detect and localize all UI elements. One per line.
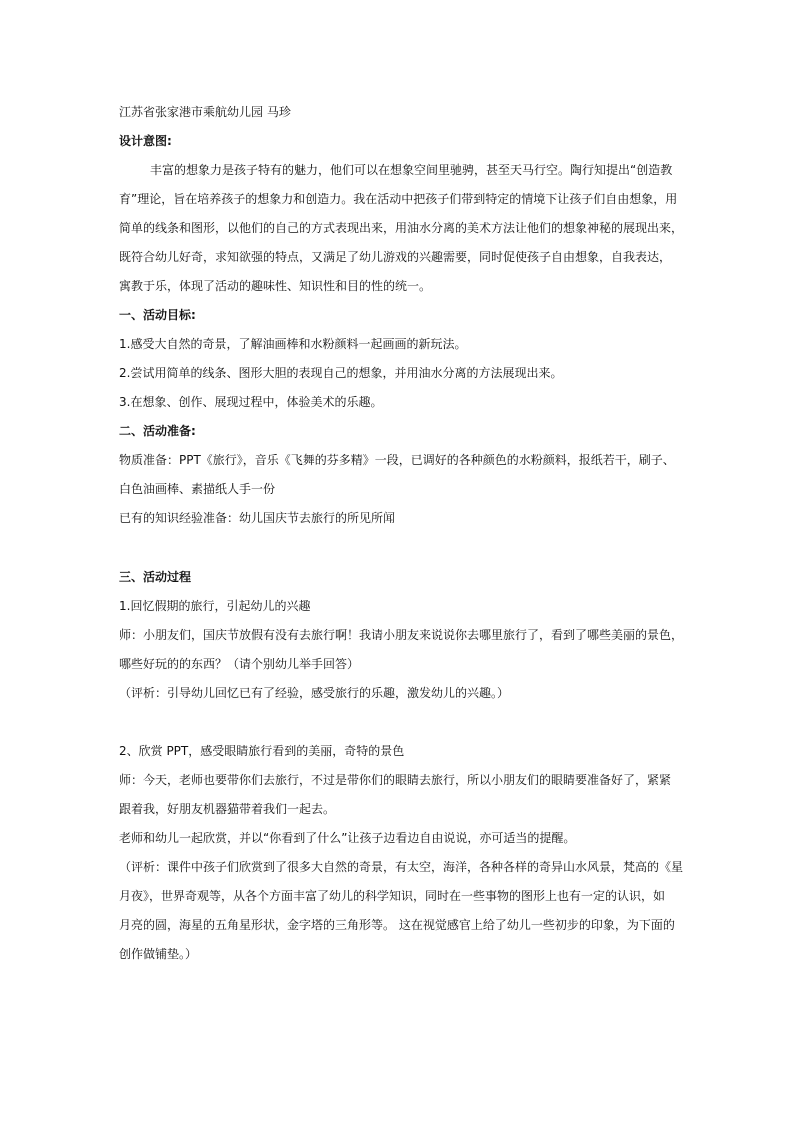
step2-comment: （评析：课件中孩子们欣赏到了很多大自然的奇景，有太空，海洋，各种各样的奇异山水风景，梵高的《星 <box>119 860 684 874</box>
step2-comment: 月亮的圆，海星的五角星形状，金字塔的三角形等。 这在视觉感官上给了幼儿一些初步的印象，为下面的 <box>119 918 675 932</box>
step1-title: 1.回忆假期的旅行，引起幼儿的兴趣 <box>119 599 311 613</box>
prep-heading: 二、活动准备: <box>119 424 196 438</box>
goal-item: 3.在想象、创作、展现过程中，体验美术的乐趣。 <box>119 395 383 409</box>
step1-line: 师：小朋友们，国庆节放假有没有去旅行啊！我请小朋友来说说你去哪里旅行了，看到了哪些美丽的景色， <box>119 628 684 642</box>
author-line: 江苏省张家港市乘航幼儿园 马珍 <box>119 105 291 119</box>
step2-comment: 月夜》，世界奇观等，从各个方面丰富了幼儿的科学知识，同时在一些事物的图形上也有一定的认识，如 <box>119 889 666 903</box>
process-heading: 三、活动过程 <box>119 570 192 584</box>
design-intent-line: 育”理论，旨在培养孩子的想象力和创造力。我在活动中把孩子们带到特定的情境下让孩子们自由想象，用 <box>119 192 678 206</box>
step2-title: 2、欣赏 PPT，感受眼睛旅行看到的美丽，奇特的景色 <box>119 744 405 758</box>
prep-line: 已有的知识经验准备：幼儿国庆节去旅行的所见所闻 <box>119 511 396 525</box>
design-intent-line: 简单的线条和图形，以他们的自己的方式表现出来，用油水分离的美术方法让他们的想象神秘的展现出来， <box>119 221 684 235</box>
design-intent-line: 丰富的想象力是孩子特有的魅力，他们可以在想象空间里驰骋，甚至天马行空。陶行知提出“创造教 <box>150 163 673 177</box>
goal-item: 2.尝试用简单的线条、图形大胆的表现自己的想象，并用油水分离的方法展现出来。 <box>119 366 563 380</box>
step1-line: 哪些好玩的的东西？（请个别幼儿举手回答） <box>119 657 360 671</box>
design-intent-line: 寓教于乐，体现了活动的趣味性、知识性和目的性的统一。 <box>119 279 432 293</box>
prep-line: 白色油画棒、素描纸人手一份 <box>119 482 276 496</box>
design-intent-heading: 设计意图: <box>119 134 172 148</box>
step1-comment: （评析：引导幼儿回忆已有了经验，感受旅行的乐趣，激发幼儿的兴趣。） <box>119 686 510 700</box>
step2-line: 老师和幼儿一起欣赏，并以“你看到了什么”让孩子边看边自由说说，亦可适当的提醒。 <box>119 831 576 845</box>
step2-line: 师：今天，老师也要带你们去旅行，不过是带你们的眼睛去旅行，所以小朋友们的眼睛要准备好了，紧紧 <box>119 773 672 787</box>
prep-line: 物质准备：PPT《旅行》，音乐《飞舞的芬多精》一段，已调好的各种颜色的水粉颜料，报纸若干，刷子、 <box>119 453 675 467</box>
goal-item: 1.感受大自然的奇景，了解油画棒和水粉颜料一起画画的新玩法。 <box>119 337 467 351</box>
design-intent-line: 既符合幼儿好奇，求知欲强的特点，又满足了幼儿游戏的兴趣需要，同时促使孩子自由想象，自我表达， <box>119 250 672 264</box>
step2-line: 跟着我，好朋友机器猫带着我们一起去。 <box>119 802 336 816</box>
goals-heading: 一、活动目标: <box>119 308 196 322</box>
step2-comment: 创作做铺垫。） <box>119 947 198 961</box>
